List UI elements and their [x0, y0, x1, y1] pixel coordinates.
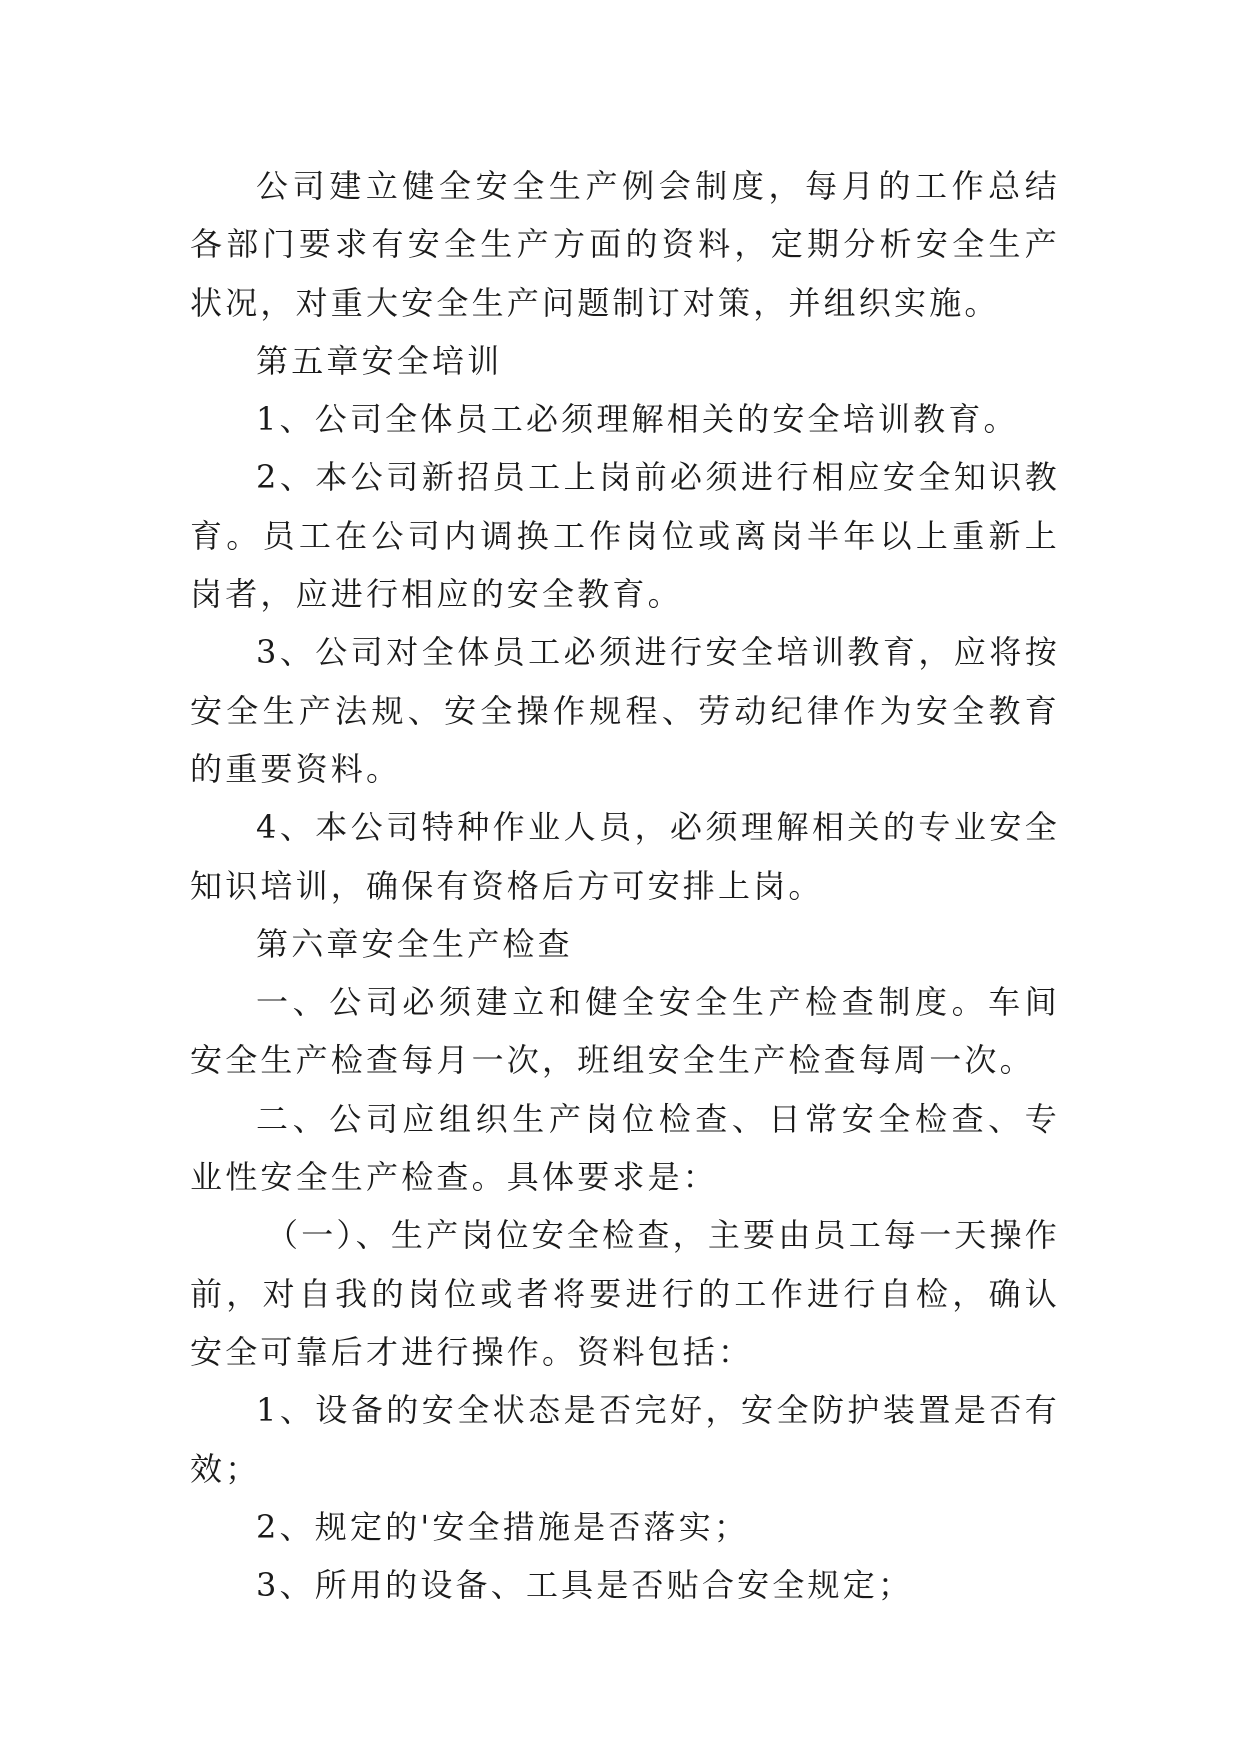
list-item-training-1: 1、公司全体员工必须理解相关的安全培训教育。: [256, 400, 1019, 439]
chapter-heading-six: 第六章安全生产检查: [256, 924, 573, 963]
list-item-training-3: 3、公司对全体员工必须进行安全培训教育，应将按安全生产法规、安全操作规程、劳动纪律作为安全教育的重要资料。: [190, 633, 1060, 788]
list-item-training-4: 4、本公司特种作业人员，必须理解相关的专业安全知识培训，确保有资格后方可安排上岗。: [190, 808, 1060, 905]
paragraph-post-inspection: （一）、生产岗位安全检查，主要由员工每一天操作前，对自我的岗位或者将要进行的工作进行自检，确认安全可靠后才进行操作。资料包括：: [190, 1216, 1060, 1371]
paragraph-safety-meeting: 公司建立健全安全生产例会制度，每月的工作总结各部门要求有安全生产方面的资料，定期分析安全生产状况，对重大安全生产问题制订对策，并组织实施。: [190, 167, 1060, 322]
document-body: [190, 157, 1060, 1614]
list-item-check-3: 3、所用的设备、工具是否贴合安全规定；: [256, 1566, 914, 1605]
paragraph-inspection-types: 二、公司应组织生产岗位检查、日常安全检查、专业性安全生产检查。具体要求是：: [190, 1099, 1060, 1197]
chapter-heading-five: 第五章安全培训: [256, 341, 503, 380]
list-item-training-2: 2、本公司新招员工上岗前必须进行相应安全知识教育。员工在公司内调换工作岗位或离岗半年以上重新上岗者，应进行相应的安全教育。: [190, 458, 1060, 614]
list-item-check-1: 1、设备的安全状态是否完好，安全防护装置是否有效；: [190, 1391, 1060, 1488]
list-item-check-2: 2、规定的'安全措施是否落实；: [256, 1507, 750, 1546]
paragraph-inspection-system: 一、公司必须建立和健全安全生产检查制度。车间安全生产检查每月一次，班组安全生产检查每周一次。: [190, 983, 1060, 1080]
